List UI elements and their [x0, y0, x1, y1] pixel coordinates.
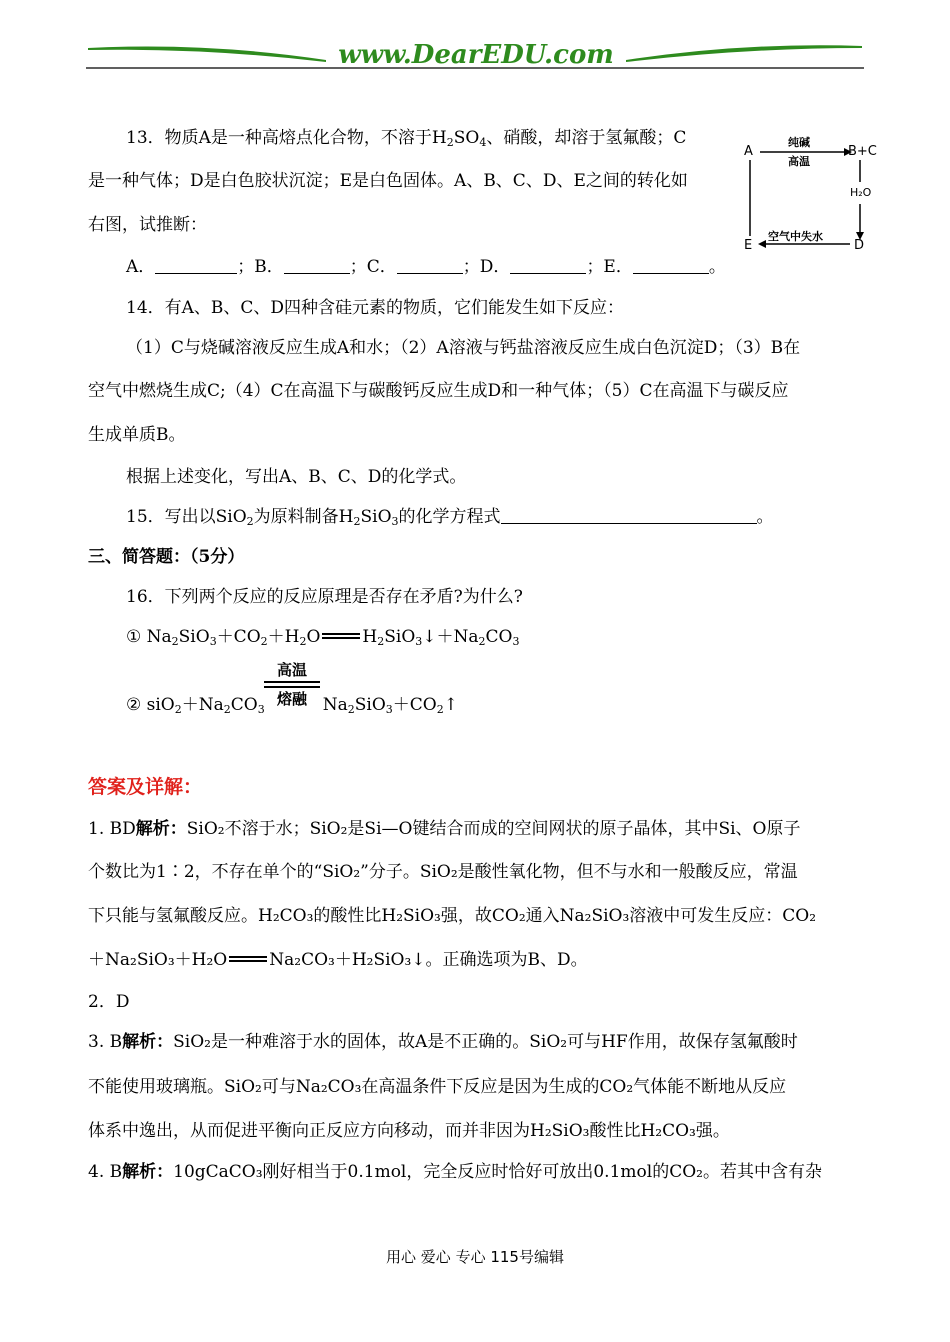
blank-d[interactable]: [510, 257, 586, 274]
answer1-line3: 下只能与氢氟酸反应。H₂CO₃的酸性比H₂SiO₃强，故CO₂通入Na₂SiO₃溶液中可发生反应：CO₂: [88, 906, 817, 926]
page-footer: 用心 爱心 专心 115号编辑: [386, 1248, 564, 1266]
answer2: 2．D: [88, 992, 130, 1012]
node-d: D: [854, 238, 865, 253]
q16-reaction2: ② $siO_2+Na_2CO_3$ $Na_2SiO_3+CO_2↑$: [126, 695, 458, 716]
q13-blanks: A． ；B． ；C． ；D． ；E． 。: [126, 257, 726, 277]
blank-a[interactable]: [155, 257, 237, 274]
section3-heading: 三、简答题：（5分）: [88, 547, 245, 567]
answer3-line2: 不能使用玻璃瓶。SiO₂可与Na₂CO₃在高温条件下反应是因为生成的CO₂气体能不断地从反应: [88, 1077, 787, 1097]
node-bc: B+C: [848, 144, 877, 159]
q14-line4: 生成单质B。: [88, 425, 186, 445]
label-right: H₂O: [850, 186, 872, 199]
condition-bottom: 熔融: [276, 690, 307, 708]
answer1-line1: 1. BD解析：SiO₂不溶于水；SiO₂是Si—O键结合而成的空间网状的原子晶体，其中Si、O原子: [88, 819, 801, 839]
conversion-diagram: [738, 134, 878, 254]
q13-line1: 13．物质A是一种高熔点化合物，不溶于$H_2SO_4$、硝酸，却溶于氢氟酸；C: [126, 128, 687, 149]
q13-line2: 是一种气体；D是白色胶状沉淀；E是白色固体。A、B、C、D、E之间的转化如: [88, 171, 688, 191]
label-bottom: 空气中失水: [768, 230, 823, 243]
answers-title: 答案及详解：: [88, 776, 203, 798]
site-title[interactable]: www.DearEDU.com: [338, 40, 614, 70]
header-banner: [86, 38, 864, 72]
blank-b[interactable]: [284, 257, 350, 274]
blank-c[interactable]: [397, 257, 463, 274]
answer4-line1: 4. B解析：10gCaCO₃刚好相当于0.1mol，完全反应时恰好可放出0.1mol的CO₂。若其中含有杂: [88, 1162, 822, 1182]
node-a: A: [744, 144, 753, 159]
q13-line3: 右图，试推断：: [88, 215, 207, 235]
q14-line2: （1）C与烧碱溶液反应生成A和水；（2）A溶液与钙盐溶液反应生成白色沉淀D；（3）B在: [126, 338, 801, 358]
reaction-condition: [264, 660, 320, 709]
q16-line1: 16．下列两个反应的反应原理是否存在矛盾?为什么?: [126, 587, 523, 607]
condition-bars: [264, 681, 320, 688]
equals-sign-2: [229, 956, 267, 962]
equals-sign: [322, 633, 360, 639]
q14-line5: 根据上述变化，写出A、B、C、D的化学式。: [126, 467, 467, 487]
label-top2: 高温: [788, 155, 810, 168]
q15-blank[interactable]: [501, 507, 757, 524]
answer3-line3: 体系中逸出，从而促进平衡向正反应方向移动，而并非因为H₂SiO₃酸性比H₂CO₃强。: [88, 1121, 730, 1141]
label-top1: 纯碱: [788, 136, 810, 149]
answer1-line2: 个数比为1∶2，不存在单个的“SiO₂”分子。SiO₂是酸性氧化物，但不与水和一般酸反应，常温: [88, 862, 798, 882]
node-e: E: [744, 238, 753, 253]
answer3-line1: 3. B解析：SiO₂是一种难溶于水的固体，故A是不正确的。SiO₂可与HF作用，故保存氢氟酸时: [88, 1032, 798, 1052]
q14-line1: 14．有A、B、C、D四种含硅元素的物质，它们能发生如下反应：: [126, 298, 625, 318]
q16-reaction1: ① $Na_2SiO_3+CO_2+H_2O$ $H_2SiO_3↓+Na_2CO_3$: [126, 627, 520, 648]
answer1-line4: ＋Na₂SiO₃＋H₂O Na₂CO₃＋H₂SiO₃↓。正确选项为B、D。: [88, 950, 588, 970]
q14-line3: 空气中燃烧生成C;（4）C在高温下与碳酸钙反应生成D和一种气体；（5）C在高温下与碳反应: [88, 381, 789, 401]
blank-e[interactable]: [633, 257, 709, 274]
q15: 15．写出以SiO$_2$为原料制备$H_2SiO_3$的化学方程式 。: [126, 507, 774, 528]
condition-top: 高温: [276, 661, 307, 679]
